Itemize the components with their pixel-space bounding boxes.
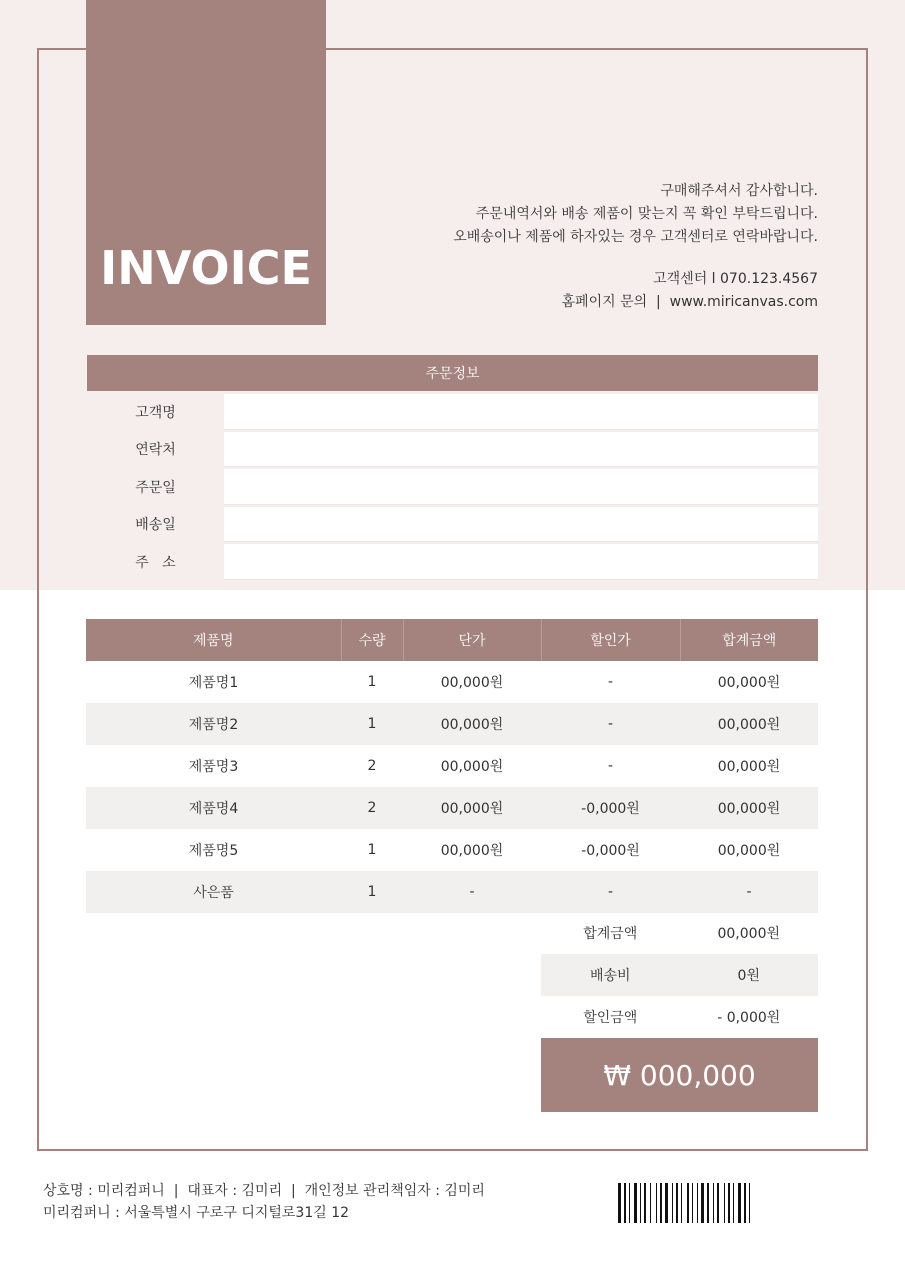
summary-label: 할인금액 <box>583 1010 638 1026</box>
greeting-line: 주문내역서와 배송 제품이 맞는지 꼭 확인 부탁드립니다. <box>475 206 818 222</box>
ship-date-field[interactable] <box>224 507 818 543</box>
cell: - <box>607 758 614 774</box>
field-label: 주문일 <box>135 479 176 496</box>
summary-label: 합계금액 <box>583 926 638 942</box>
cell: 00,000원 <box>717 675 781 691</box>
order-row-order-date <box>87 468 818 506</box>
table-row <box>86 787 818 829</box>
greeting-line: 오배송이나 제품에 하자있는 경우 고객센터로 연락바랍니다. <box>453 229 818 245</box>
order-row-phone <box>87 431 818 469</box>
column-header: 제품명 <box>86 619 341 661</box>
cell: 2 <box>341 787 403 829</box>
summary-row-shipping <box>541 954 818 996</box>
summary-value: - 0,000원 <box>717 1010 781 1026</box>
invoice-title: INVOICE <box>100 241 312 295</box>
column-header: 할인가 <box>541 619 680 661</box>
company-details: 상호명 : 미리컴퍼니 | 대표자 : 김미리 | 개인정보 관리책임자 : 김미리 <box>43 1183 485 1199</box>
greeting-message <box>298 180 818 249</box>
cell: 00,000원 <box>440 759 504 775</box>
cell: 00,000원 <box>717 759 781 775</box>
field-label: 고객명 <box>135 404 176 421</box>
cell: 00,000원 <box>440 843 504 859</box>
table-row <box>86 871 818 913</box>
cell: 00,000원 <box>680 787 818 829</box>
table-row <box>86 703 818 745</box>
order-info-heading: 주문정보 <box>87 355 818 391</box>
field-label: 배송일 <box>135 517 176 534</box>
summary-row-discount <box>541 996 818 1038</box>
cell: 제품명2 <box>86 703 341 745</box>
column-header: 수량 <box>341 619 403 661</box>
address-field[interactable] <box>224 544 818 580</box>
cell: 00,000원 <box>717 843 781 859</box>
field-label: 연락처 <box>135 442 176 459</box>
cell: -0,000원 <box>581 843 640 859</box>
cell: 1 <box>341 703 403 745</box>
cell: - <box>607 674 614 690</box>
homepage-inquiry: 홈페이지 문의 | www.miricanvas.com <box>561 294 818 310</box>
company-footer <box>43 1180 485 1224</box>
summary-block <box>541 912 818 1038</box>
cell: 사은품 <box>86 871 341 913</box>
cell: 00,000원 <box>440 675 504 691</box>
summary-row-subtotal <box>541 912 818 954</box>
table-row <box>86 829 818 871</box>
cell: -0,000원 <box>541 787 680 829</box>
barcode-icon <box>618 1183 862 1223</box>
cell: 00,000원 <box>403 703 541 745</box>
order-row-customer <box>87 393 818 431</box>
summary-value: 0원 <box>737 968 760 984</box>
order-row-ship-date <box>87 506 818 544</box>
cell: 제품명4 <box>86 787 341 829</box>
cell: 1 <box>367 674 377 690</box>
phone-field[interactable] <box>224 432 818 468</box>
cell: - <box>403 871 541 913</box>
column-header: 합계금액 <box>680 619 818 661</box>
table-row <box>86 745 818 787</box>
customer-center: 고객센터 l 070.123.4567 <box>653 271 818 287</box>
cell: 제품명3 <box>188 759 239 775</box>
customer-name-field[interactable] <box>224 394 818 430</box>
table-row <box>86 661 818 703</box>
summary-value: 00,000원 <box>717 926 780 942</box>
order-info-form <box>87 393 818 581</box>
summary-label: 배송비 <box>589 968 631 984</box>
company-address: 미리컴퍼니 : 서울특별시 구로구 디지털로31길 12 <box>43 1205 350 1221</box>
cell: - <box>541 871 680 913</box>
greeting-line: 구매해주셔서 감사합니다. <box>660 183 818 199</box>
title-block <box>86 0 326 325</box>
cell: - <box>680 871 818 913</box>
cell: 2 <box>367 758 377 774</box>
cell: - <box>541 703 680 745</box>
cell: 1 <box>367 842 377 858</box>
cell: 제품명5 <box>188 843 239 859</box>
items-table <box>86 619 818 913</box>
column-header: 단가 <box>403 619 541 661</box>
cell: 1 <box>341 871 403 913</box>
cell: 00,000원 <box>403 787 541 829</box>
order-row-address <box>87 543 818 581</box>
order-date-field[interactable] <box>224 469 818 505</box>
table-header-row <box>86 619 818 661</box>
cell: 제품명1 <box>188 675 239 691</box>
cell: 00,000원 <box>680 703 818 745</box>
contact-info <box>298 268 818 314</box>
field-label: 주 소 <box>135 554 176 571</box>
grand-total: ₩ 000,000 <box>541 1038 818 1112</box>
